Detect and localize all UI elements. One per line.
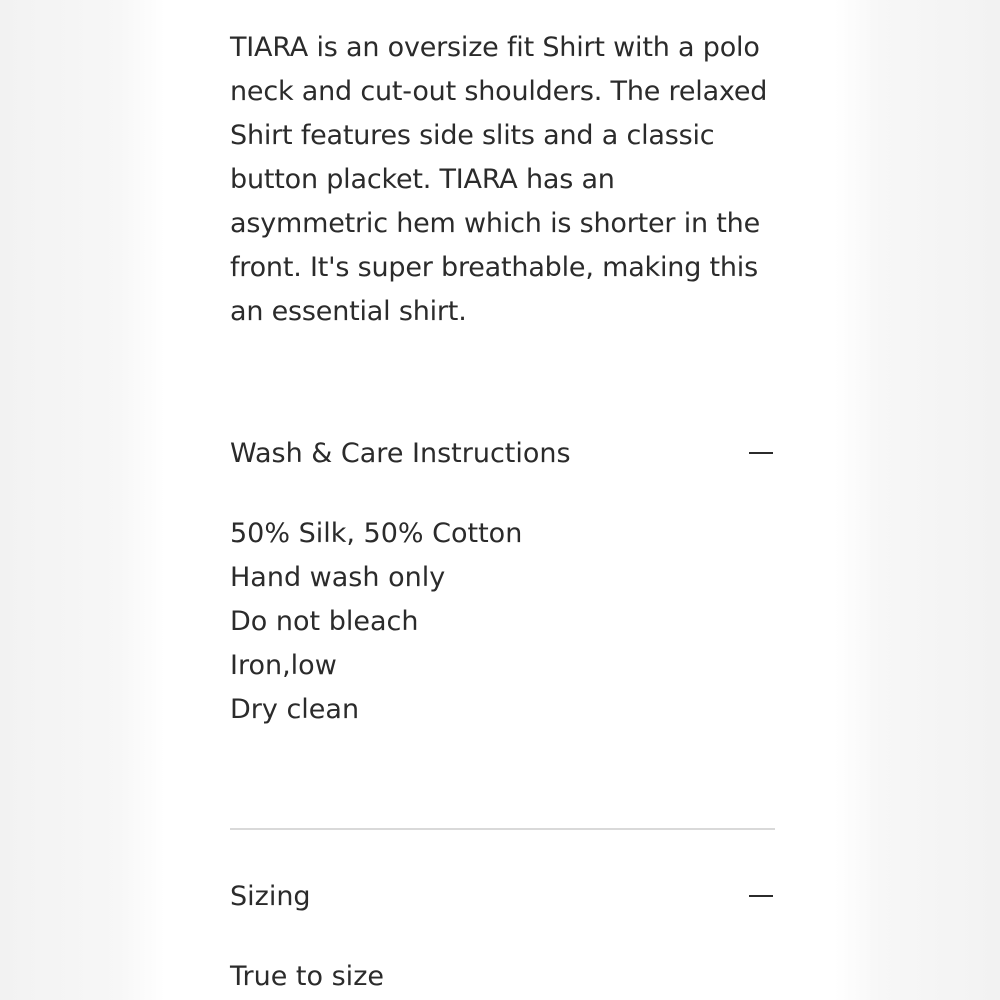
wash-care-list [230, 512, 522, 732]
collapse-minus-icon[interactable] [749, 895, 773, 897]
care-item: Hand wash only [230, 562, 446, 593]
collapse-minus-icon[interactable] [749, 452, 773, 454]
sizing-title: Sizing [230, 881, 311, 912]
care-item: Iron,low [230, 650, 337, 681]
section-divider [230, 828, 775, 830]
wash-care-title: Wash & Care Instructions [230, 438, 571, 469]
sizing-body-text: True to size [230, 961, 384, 992]
care-item: 50% Silk, 50% Cotton [230, 518, 523, 549]
care-item: Do not bleach [230, 606, 419, 637]
wash-care-accordion-header[interactable] [230, 432, 775, 476]
sizing-accordion-header[interactable] [230, 875, 775, 919]
care-item: Dry clean [230, 694, 360, 725]
product-description: TIARA is an oversize fit Shirt with a polo neck and cut-out shoulders. The relaxed Shirt features side slits and a classic button placket. TIARA has an asymmetric hem which is shorter in the front. It's super breathable, making this an essential shirt. [230, 32, 768, 327]
